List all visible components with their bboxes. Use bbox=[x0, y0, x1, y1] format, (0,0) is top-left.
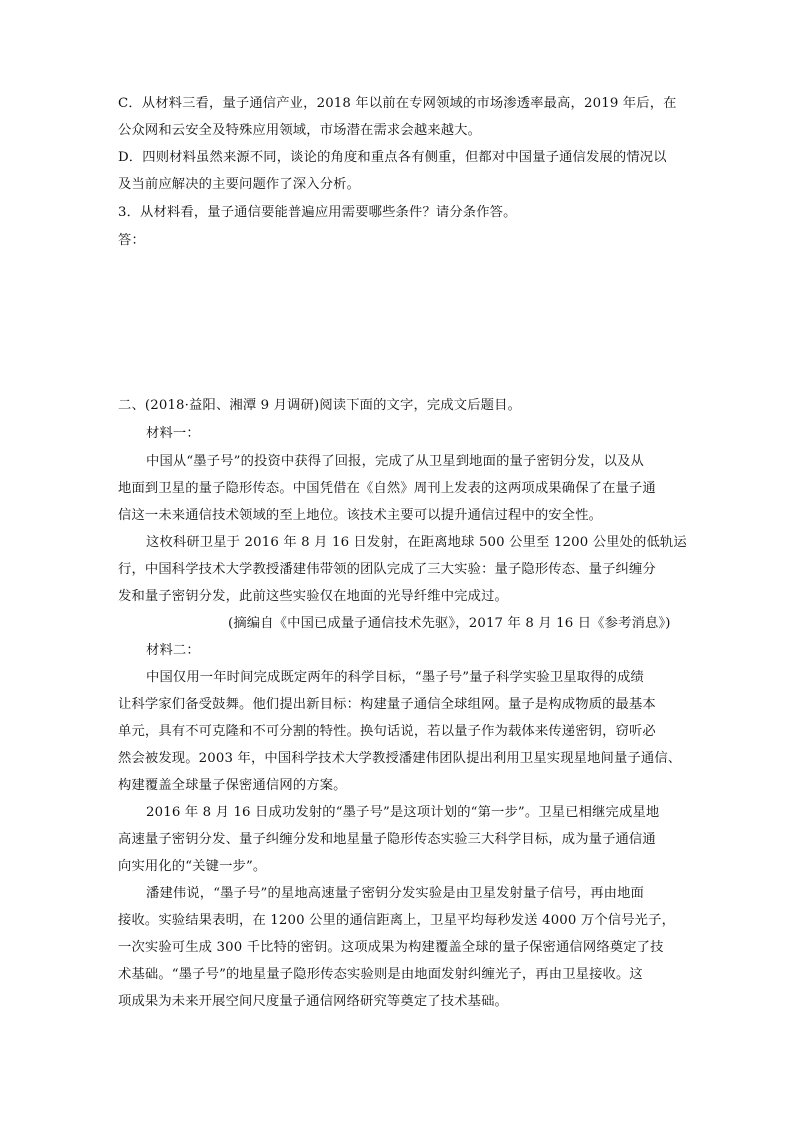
material-1-para-2-line-3: 发和量子密钥分发，此前这些实验仅在地面的光导纤维中完成过。 bbox=[118, 589, 508, 604]
option-d-line-1: D．四则材料虽然来源不同，谈论的角度和重点各有侧重，但都对中国量子通信发展的情况以 bbox=[118, 150, 667, 165]
material-2-para-1-line-2: 让科学家们备受鼓舞。他们提出新目标：构建量子通信全球组网。量子是构成物质的最基本 bbox=[118, 697, 656, 712]
material-2-para-1-line-5: 构建覆盖全球量子保密通信网的方案。 bbox=[118, 778, 347, 793]
material-1-para-1-line-2: 地面到卫星的量子隐形传态。中国凭借在《自然》周刊上发表的这两项成果确保了在量子通 bbox=[118, 481, 656, 496]
material-1-para-2-line-2: 行，中国科学技术大学教授潘建伟带领的团队完成了三大实验：量子隐形传态、量子纠缠分 bbox=[118, 562, 656, 577]
material-2-para-3-line-4: 术基础。“墨子号”的地星量子隐形传态实验则是由地面发射纠缠光子，再由卫星接收。这 bbox=[118, 967, 643, 982]
material-2-para-2-line-1: 2016 年 8 月 16 日成功发射的“墨子号”是这项计划的“第一步”。卫星已相继完成星地 bbox=[146, 805, 660, 820]
material-1-para-1-line-3: 信这一未来通信技术领域的至上地位。该技术主要可以提升通信过程中的安全性。 bbox=[118, 508, 603, 523]
answer-label: 答： bbox=[118, 233, 145, 248]
material-1-source: (摘编自《中国已成量子通信技术先驱》，2017 年 8 月 16 日《参考消息》) bbox=[228, 616, 671, 631]
material-1-label: 材料一： bbox=[146, 426, 200, 441]
material-2-para-2-line-3: 向实用化的“关键一步”。 bbox=[118, 859, 267, 874]
material-2-para-1-line-4: 然会被发现。2003 年，中国科学技术大学教授潘建伟团队提出利用卫星实现星地间量子通信、 bbox=[118, 751, 682, 766]
question-3: 3．从材料看，量子通信要能普遍应用需要哪些条件？请分条作答。 bbox=[118, 205, 517, 220]
material-2-para-3-line-2: 接收。实验结果表明，在 1200 公里的通信距离上，卫星平均每秒发送 4000 万个信号光子， bbox=[118, 913, 676, 928]
material-2-para-3-line-3: 一次实验可生成 300 千比特的密钥。这项成果为构建覆盖全球的量子保密通信网络奠定了技 bbox=[118, 940, 664, 955]
material-2-para-3-line-5: 项成果为未来开展空间尺度量子通信网络研究等奠定了技术基础。 bbox=[118, 994, 508, 1009]
material-2-para-3-line-1: 潘建伟说，“墨子号”的星地高速量子密钥分发实验是由卫星发射量子信号，再由地面 bbox=[146, 886, 644, 901]
material-2-para-1-line-3: 单元，具有不可克隆和不可分割的特性。换句话说，若以量子作为载体来传递密钥，窃听必 bbox=[118, 724, 656, 739]
material-1-para-1-line-1: 中国从“墨子号”的投资中获得了回报，完成了从卫星到地面的量子密钥分发，以及从 bbox=[146, 454, 644, 469]
section-two-heading: 二、(2018·益阳、湘潭 9 月调研)阅读下面的文字，完成文后题目。 bbox=[118, 398, 522, 413]
material-2-para-2-line-2: 高速量子密钥分发、量子纠缠分发和地星量子隐形传态实验三大科学目标，成为量子通信通 bbox=[118, 832, 656, 847]
option-d-line-2: 及当前应解决的主要问题作了深入分析。 bbox=[118, 177, 361, 192]
material-1-para-2-line-1: 这枚科研卫星于 2016 年 8 月 16 日发射，在距离地球 500 公里至 1200 公里处的低轨运 bbox=[146, 535, 687, 550]
material-2-label: 材料二： bbox=[146, 643, 200, 658]
option-c-line-1: C．从材料三看，量子通信产业，2018 年以前在专网领域的市场渗透率最高，2019 年后，在 bbox=[118, 96, 677, 111]
option-c-line-2: 公众网和云安全及特殊应用领域，市场潜在需求会越来越大。 bbox=[118, 123, 482, 138]
material-2-para-1-line-1: 中国仅用一年时间完成既定两年的科学目标，“墨子号”量子科学实验卫星取得的成绩 bbox=[146, 670, 644, 685]
